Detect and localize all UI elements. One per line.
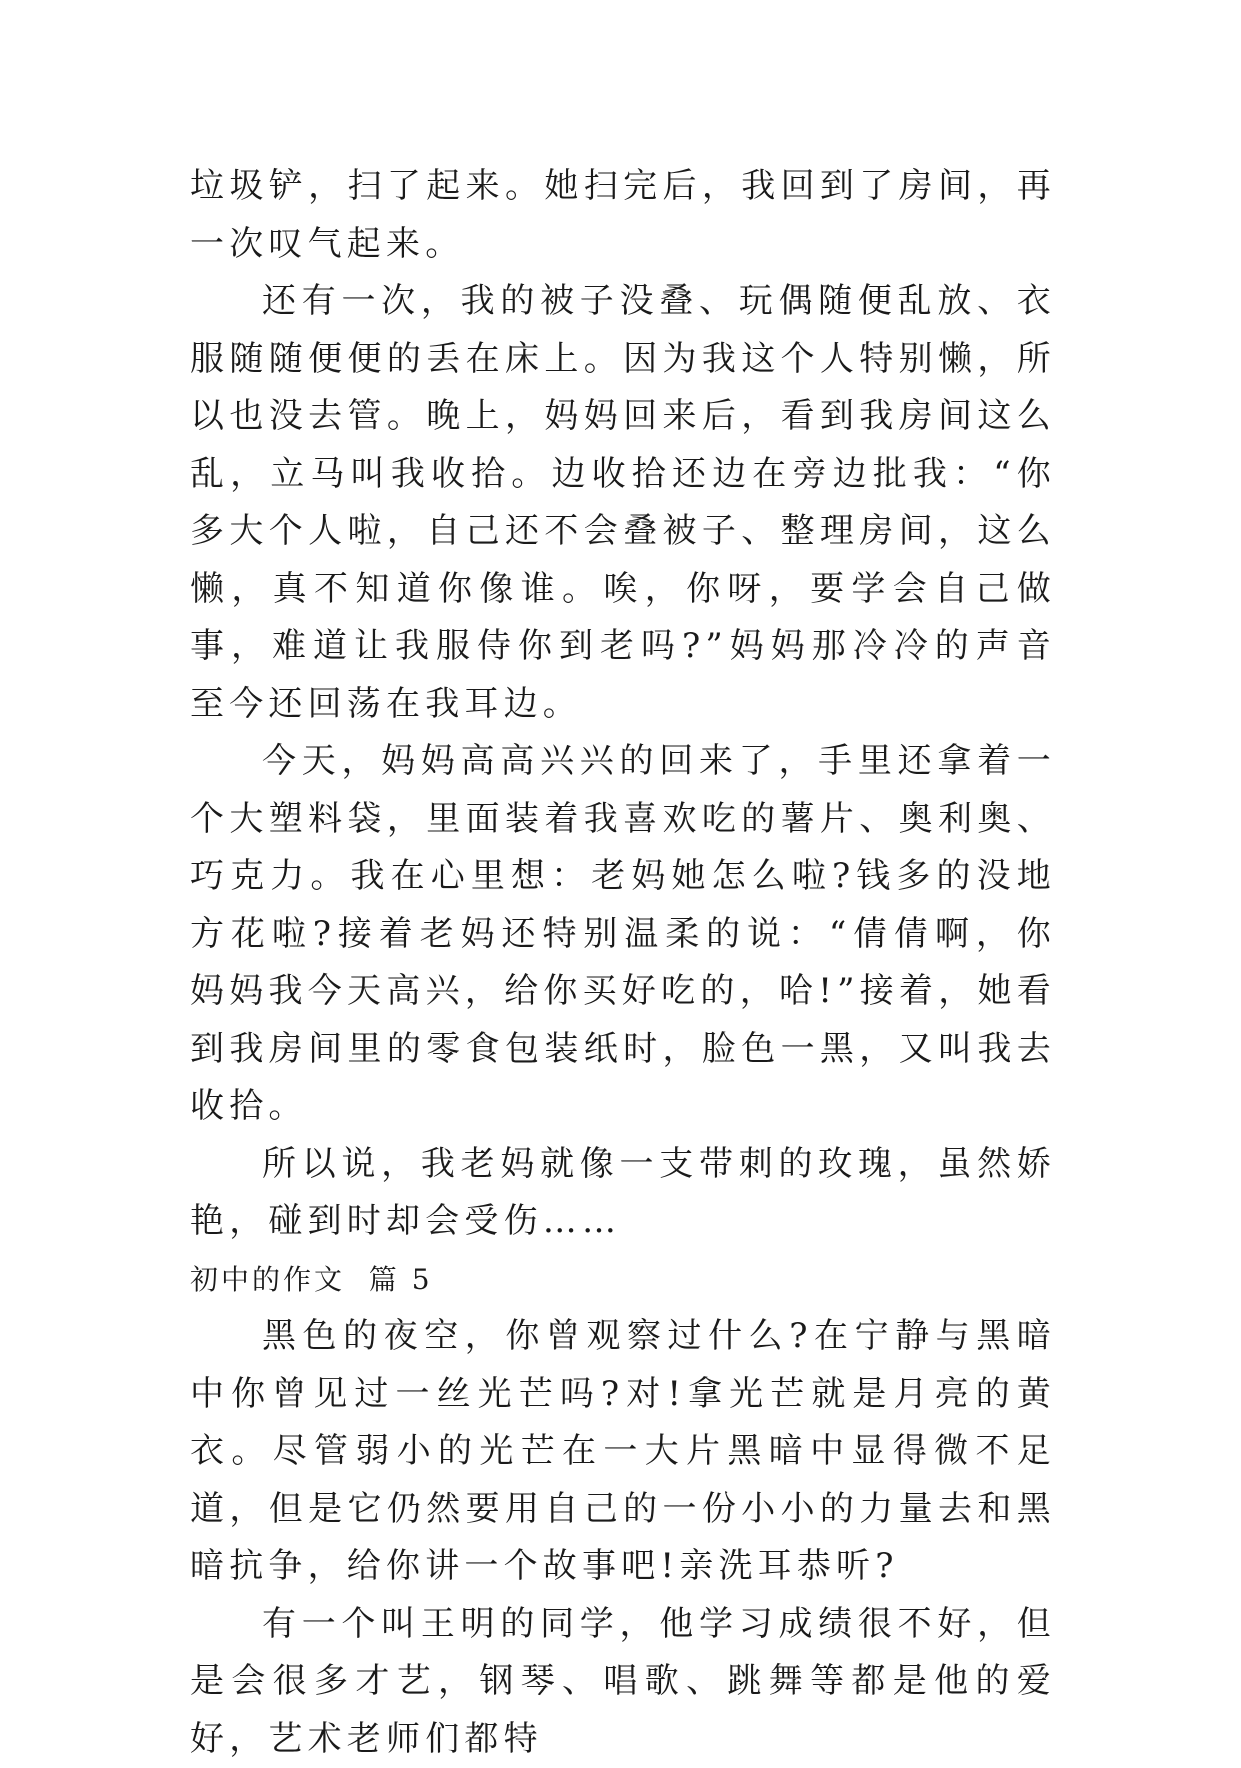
paragraph-night-sky: 黑色的夜空，你曾观察过什么?在宁静与黑暗中你曾见过一丝光芒吗?对!拿光芒就是月亮的黄衣。尽管弱小的光芒在一大片黑暗中显得微不足道，但是它仍然要用自己的一份小小的力量去和黑暗抗争，给你讲一个故事吧!亲洗耳恭听? (190, 1308, 1056, 1596)
section-title: 初中的作文 篇 5 (190, 1251, 1056, 1309)
paragraph-conclusion: 所以说，我老妈就像一支带刺的玫瑰，虽然娇艳，碰到时却会受伤…… (190, 1136, 1056, 1251)
paragraph-snacks-story: 今天，妈妈高高兴兴的回来了，手里还拿着一个大塑料袋，里面装着我喜欢吃的薯片、奥利奥、巧克力。我在心里想：老妈她怎么啦?钱多的没地方花啦?接着老妈还特别温柔的说：“倩倩啊，你妈妈我今天高兴，给你买好吃的，哈!”接着，她看到我房间里的零食包装纸时，脸色一黑，又叫我去收拾。 (190, 733, 1056, 1136)
paragraph-quilt-story: 还有一次，我的被子没叠、玩偶随便乱放、衣服随随便便的丢在床上。因为我这个人特别懒，所以也没去管。晚上，妈妈回来后，看到我房间这么乱，立马叫我收拾。边收拾还边在旁边批我：“你多大个人啦，自己还不会叠被子、整理房间，这么懒，真不知道你像谁。唉，你呀，要学会自己做事，难道让我服侍你到老吗?”妈妈那冷冷的声音至今还回荡在我耳边。 (190, 273, 1056, 733)
paragraph-wang-ming: 有一个叫王明的同学，他学习成绩很不好，但是会很多才艺，钢琴、唱歌、跳舞等都是他的爱好，艺术老师们都特 (190, 1596, 1056, 1768)
paragraph-continuation: 垃圾铲，扫了起来。她扫完后，我回到了房间，再一次叹气起来。 (190, 158, 1056, 273)
document-body (190, 158, 1056, 1768)
